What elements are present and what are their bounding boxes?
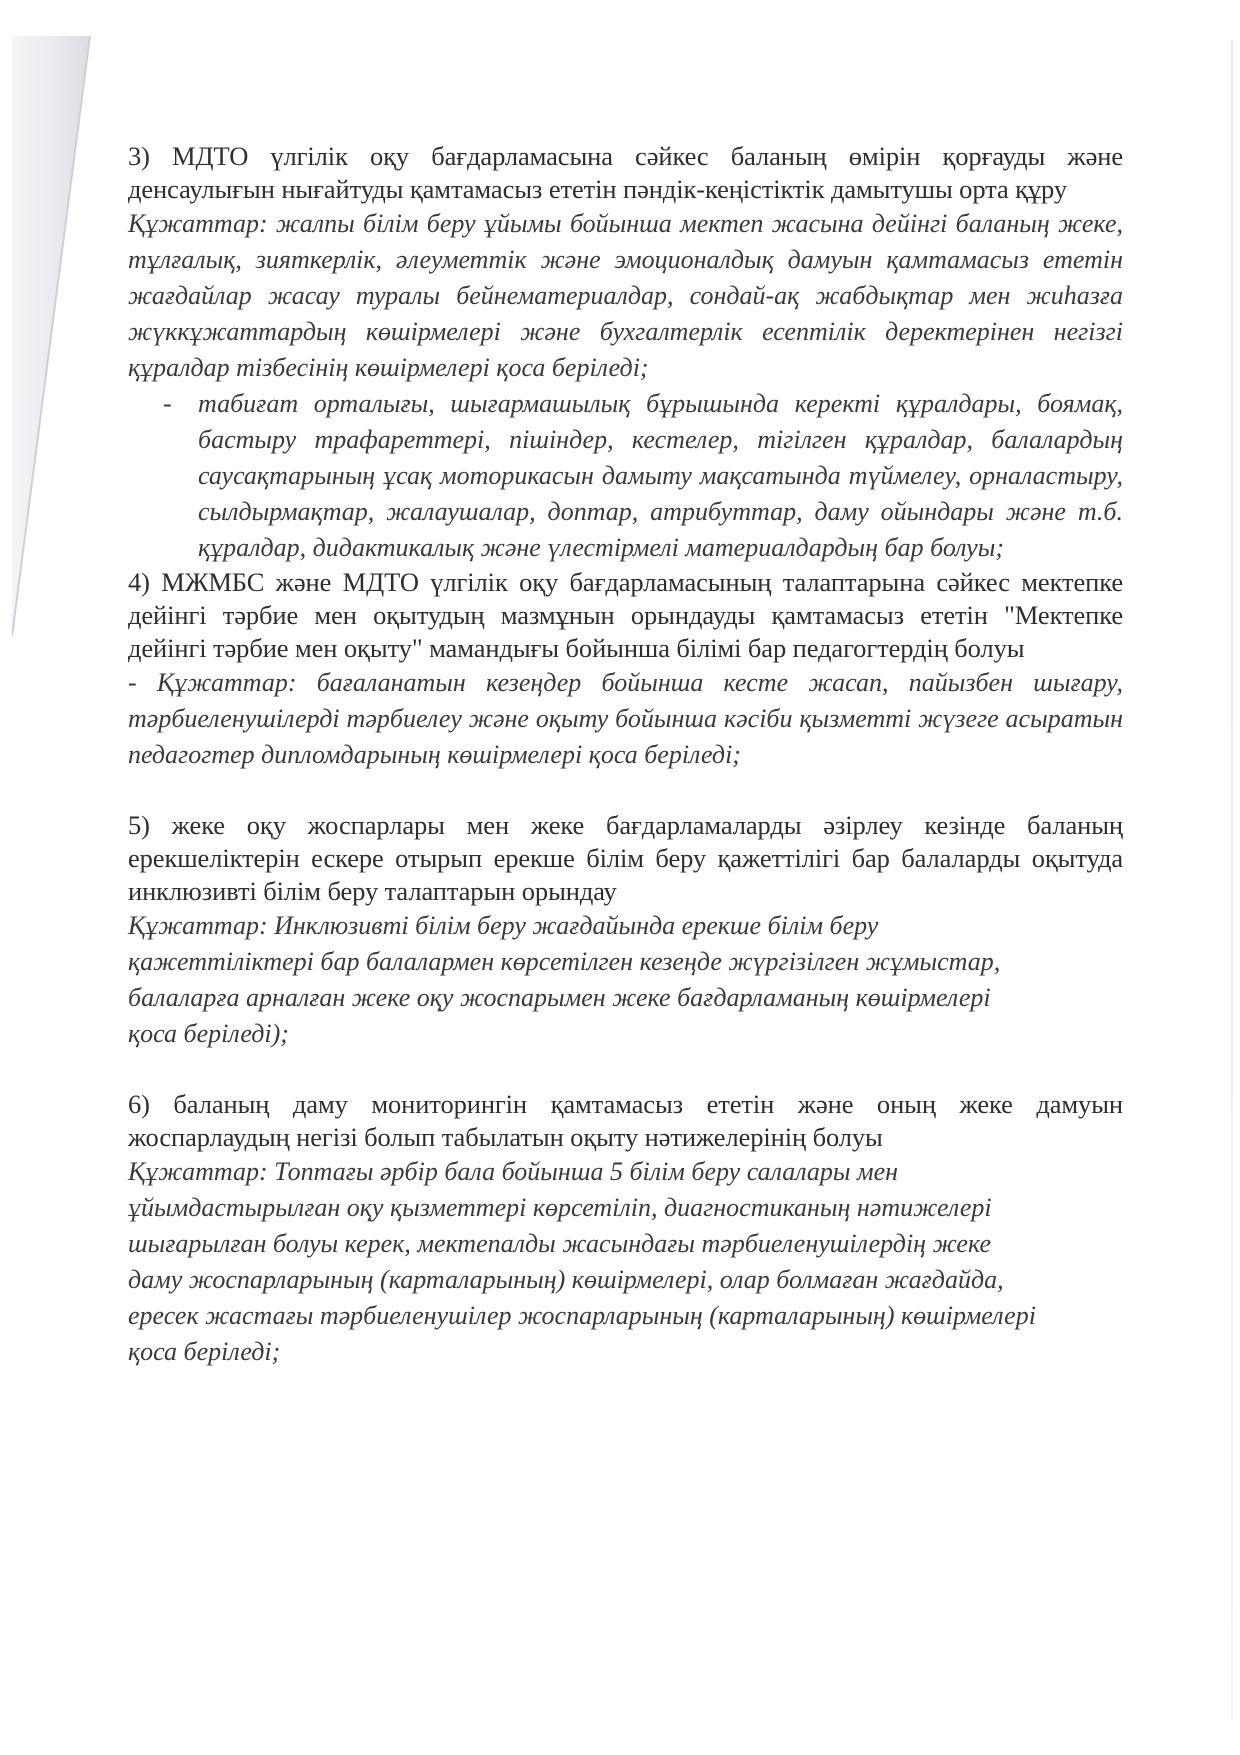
doc-line: қажеттіліктері бар балалармен көрсетілген кезеңде жүргізілген жұмыстар, — [128, 947, 1001, 976]
section-3-heading: 3) МДТО үлгілік оқу бағдарламасына сәйкес баланың өмірін қорғауды және денсаулығын нығайтуды қамтамасыз ететін пәндік-кеңістіктік дамытушы орта құру — [128, 141, 1123, 204]
section-5-documents — [128, 908, 1123, 1052]
section-6-heading: 6) баланың даму мониторингін қамтамасыз ететін және оның жеке дамуын жоспарлаудың негізі болып табылатын оқыту нәтижелерінің болуы — [128, 1089, 1123, 1152]
doc-line: қоса беріледі); — [128, 1019, 289, 1048]
doc-line: Құжаттар: Инклюзивті білім беру жағдайында ерекше білім беру — [128, 911, 879, 940]
section-3-documents: Құжаттар: жалпы білім беру ұйымы бойынша мектеп жасына дейінгі баланың жеке, тұлғалық, зияткерлік, әлеуметтік және эмоционалдық дамуын қамтамасыз ететін жағдайлар жасау туралы бейнематериалдар, сондай-ақ жабдықтар мен жиһазға жүккұжаттардың көшірмелері және бухгалтерлік есептілік деректерінен негізгі құралдар тізбесінің көшірмелері қоса беріледі; — [128, 209, 1123, 382]
doc-line: Құжаттар: Топтағы әрбір бала бойынша 5 білім беру салалары мен — [128, 1157, 899, 1186]
doc-line: ұйымдастырылған оқу қызметтері көрсетіліп, диагностиканың нәтижелері — [128, 1193, 992, 1222]
section-3-bullet — [128, 386, 1123, 566]
doc-line: даму жоспарларының (карталарының) көшірмелері, олар болмаған жағдайда, — [128, 1265, 1004, 1294]
doc-line: шығарылған болуы керек, мектепалды жасындағы тәрбиеленушілердің жеке — [128, 1229, 992, 1258]
bullet-dash: - — [163, 389, 172, 418]
section-6-documents — [128, 1154, 1123, 1370]
document-body — [128, 140, 1123, 1370]
section-5-heading: 5) жеке оқу жоспарлары мен жеке бағдарламаларды әзірлеу кезінде баланың ерекшеліктерін ескере отырып ерекше білім беру қажеттілігі бар балаларды оқытуда инклюзивті білім беру талаптарын орындау — [128, 810, 1123, 906]
spacer — [128, 1052, 1123, 1088]
doc-line: балаларға арналған жеке оқу жоспарымен жеке бағдарламаның көшірмелері — [128, 983, 991, 1012]
page-fold-shadow — [12, 36, 92, 1036]
doc-line: қоса беріледі; — [128, 1337, 281, 1366]
bullet-text: табиғат орталығы, шығармашылық бұрышында керекті құралдары, боямақ, бастыру трафареттері, пішіндер, кестелер, тігілген құралдар, балалардың саусақтарының ұсақ моторикасын дамыту мақсатында түймелеу, орналастыру, сылдырмақтар, жалаушалар, доптар, атрибуттар, даму ойындары және т.б. құралдар, дидактикалық және үлестірмелі материалдардың бар болуы; — [198, 389, 1123, 562]
section-4-heading: 4) МЖМБС және МДТО үлгілік оқу бағдарламасының талаптарына сәйкес мектепке дейінгі тәрбие мен оқытудың мазмұнын орындауды қамтамасыз ететін "Мектепке дейінгі тәрбие мен оқыту" мамандығы бойынша білімі бар педагогтердің болуы — [128, 567, 1123, 663]
section-4-documents: - Құжаттар: бағаланатын кезеңдер бойынша кесте жасап, пайызбен шығару, тәрбиеленушілерді тәрбиелеу және оқыту бойынша кәсіби қызметті жүзеге асыратын педагогтер дипломдарының көшірмелері қоса беріледі; — [128, 668, 1123, 769]
page-edge — [1231, 40, 1233, 1720]
spacer — [128, 773, 1123, 809]
doc-line: ересек жастағы тәрбиеленушілер жоспарларының (карталарының) көшірмелері — [128, 1301, 1036, 1330]
